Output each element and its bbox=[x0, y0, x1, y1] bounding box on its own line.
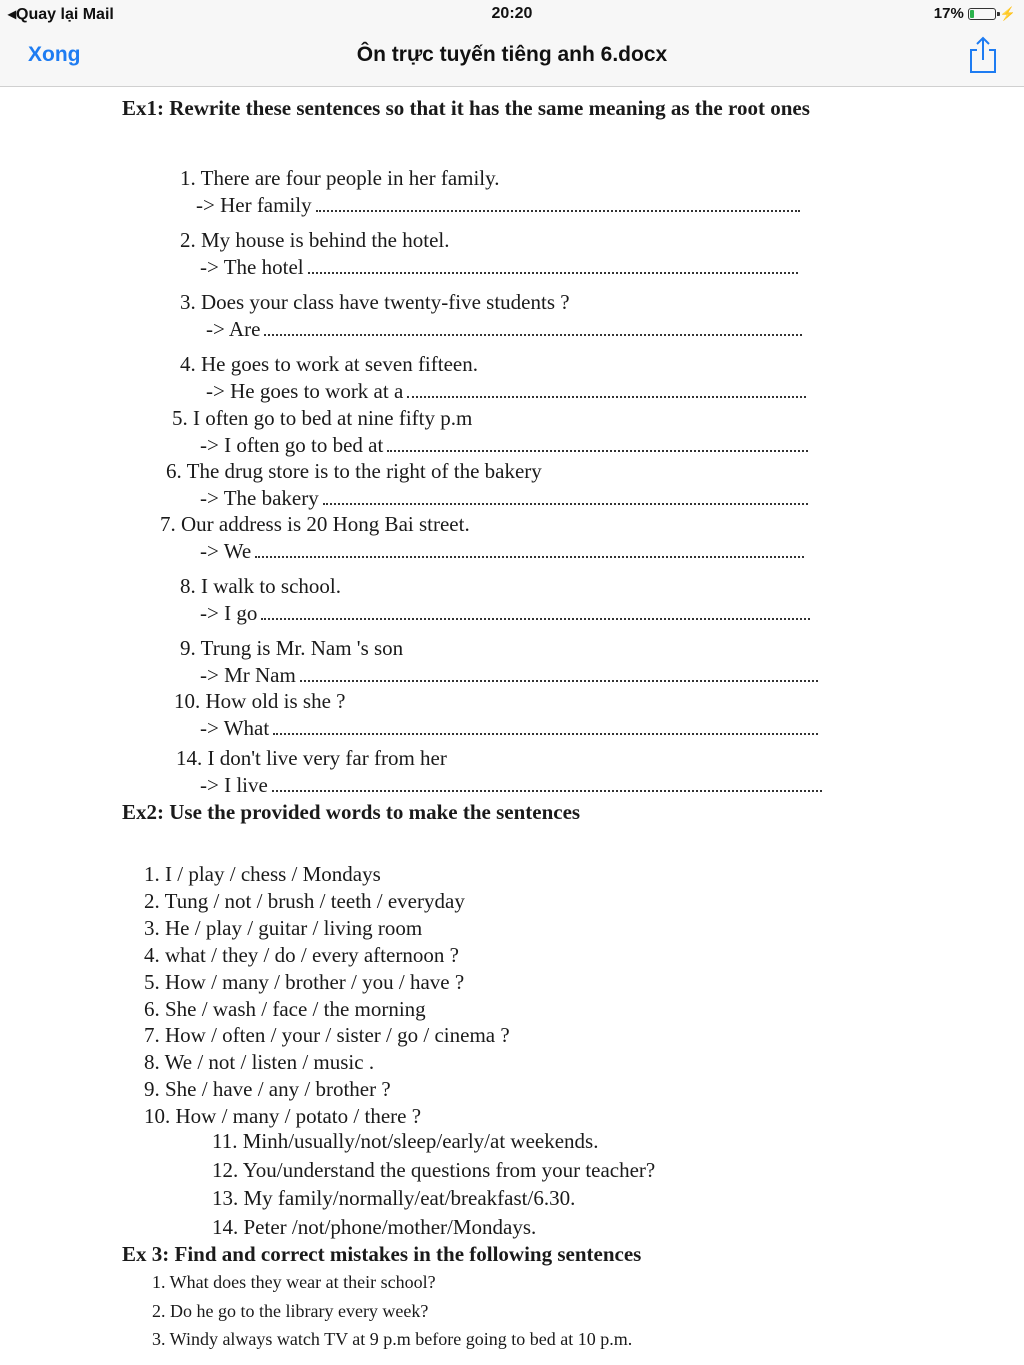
battery-indicator bbox=[934, 5, 1016, 22]
ex2-item-5: 5. How / many / brother / you / have ? bbox=[144, 969, 465, 994]
ex1-question-10: 10. How old is she ? bbox=[174, 689, 346, 713]
ex3-item-1: 1. What does they wear at their school? bbox=[152, 1272, 436, 1292]
answer-blank[interactable] bbox=[261, 602, 810, 620]
ex1-question-7: 7. Our address is 20 Hong Bai street. bbox=[160, 512, 470, 536]
status-bar bbox=[0, 0, 1024, 28]
answer-blank[interactable] bbox=[300, 664, 818, 682]
back-label: Quay lại Mail bbox=[16, 6, 114, 23]
done-button[interactable]: Xong bbox=[28, 43, 81, 66]
ex1-question-3: 3. Does your class have twenty-five students ? bbox=[180, 290, 570, 314]
ex2-item-2: 2. Tung / not / brush / teeth / everyday bbox=[144, 888, 465, 913]
ex1-question-9: 9. Trung is Mr. Nam 's son bbox=[180, 636, 404, 660]
ex1-answer-line-1[interactable] bbox=[196, 193, 800, 218]
ex3-item-2: 2. Do he go to the library every week? bbox=[152, 1300, 429, 1321]
answer-blank[interactable] bbox=[273, 717, 818, 735]
nav-bar bbox=[0, 28, 1024, 87]
answer-blank[interactable] bbox=[407, 380, 806, 398]
ex1-question-5: 5. I often go to bed at nine fifty p.m bbox=[172, 406, 473, 430]
ex1-answer-line-6[interactable] bbox=[200, 486, 808, 511]
ex1-answer-line-10[interactable] bbox=[200, 716, 818, 741]
share-icon[interactable] bbox=[968, 36, 998, 74]
ex1-answer-line-3[interactable] bbox=[206, 317, 802, 342]
ex1-answer-prompt: -> We bbox=[200, 539, 252, 563]
ex1-answer-prompt: -> I often go to bed at bbox=[200, 433, 384, 457]
ex3-item-3: 3. Windy always watch TV at 9 p.m before going to bed at 10 p.m. bbox=[152, 1329, 633, 1349]
chevron-left-icon: ◂ bbox=[8, 6, 17, 23]
ex1-answer-prompt: -> He goes to work at a bbox=[206, 379, 404, 403]
ex2-item-4: 4. what / they / do / every afternoon ? bbox=[144, 942, 459, 967]
ex2-item-8: 8. We / not / listen / music . bbox=[144, 1050, 375, 1075]
charging-bolt-icon: ⚡ bbox=[999, 5, 1016, 21]
ex1-answer-line-11[interactable] bbox=[200, 773, 822, 798]
answer-blank[interactable] bbox=[323, 487, 808, 505]
ex1-answer-prompt: -> Mr Nam bbox=[200, 663, 296, 687]
ex1-answer-line-8[interactable] bbox=[200, 601, 810, 626]
ex1-answer-prompt: -> The hotel bbox=[200, 255, 304, 279]
ex1-question-6: 6. The drug store is to the right of the bakery bbox=[166, 459, 542, 483]
ex2-item-13: 13. My family/normally/eat/breakfast/6.30. bbox=[212, 1186, 576, 1210]
ex1-answer-line-7[interactable] bbox=[200, 539, 804, 564]
ex2-item-3: 3. He / play / guitar / living room bbox=[144, 915, 423, 940]
ex2-item-9: 9. She / have / any / brother ? bbox=[144, 1077, 391, 1102]
ex1-answer-line-9[interactable] bbox=[200, 663, 818, 688]
clock: 20:20 bbox=[491, 5, 533, 22]
ex1-answer-line-5[interactable] bbox=[200, 433, 808, 458]
ex1-question-4: 4. He goes to work at seven fifteen. bbox=[180, 352, 478, 376]
answer-blank[interactable] bbox=[308, 256, 798, 274]
answer-blank[interactable] bbox=[387, 434, 808, 452]
ex1-answer-prompt: -> What bbox=[200, 716, 270, 740]
document-page bbox=[0, 86, 1024, 1365]
document-title: Ôn trực tuyến tiêng anh 6.docx bbox=[356, 43, 668, 66]
ex1-question-1: 1. There are four people in her family. bbox=[180, 166, 500, 190]
ex1-question-8: 8. I walk to school. bbox=[180, 574, 341, 598]
ex2-item-1: 1. I / play / chess / Mondays bbox=[144, 862, 381, 886]
ex1-answer-prompt: -> I live bbox=[200, 773, 268, 797]
ex1-answer-prompt: -> I go bbox=[200, 601, 258, 625]
battery-icon bbox=[968, 8, 996, 20]
answer-blank[interactable] bbox=[316, 194, 800, 212]
battery-percent: 17% bbox=[933, 5, 964, 22]
ex2-item-11: 11. Minh/usually/not/sleep/early/at weekends. bbox=[212, 1129, 599, 1153]
ex1-answer-prompt: -> Are bbox=[206, 317, 261, 341]
ex1-question-2: 2. My house is behind the hotel. bbox=[180, 228, 450, 252]
ex1-answer-prompt: -> Her family bbox=[196, 193, 312, 217]
answer-blank[interactable] bbox=[255, 540, 804, 558]
ex2-item-12: 12. You/understand the questions from your teacher? bbox=[212, 1157, 656, 1182]
ex1-heading: Ex1: Rewrite these sentences so that it has the same meaning as the root ones bbox=[122, 96, 810, 120]
ex1-answer-line-4[interactable] bbox=[206, 379, 806, 404]
answer-blank[interactable] bbox=[264, 318, 802, 336]
ex1-question-11: 14. I don't live very far from her bbox=[176, 746, 447, 770]
ex2-item-14: 14. Peter /not/phone/mother/Mondays. bbox=[212, 1214, 537, 1239]
ex2-item-6: 6. She / wash / face / the morning bbox=[144, 996, 426, 1021]
ex2-heading: Ex2: Use the provided words to make the sentences bbox=[122, 800, 581, 824]
ex2-item-10: 10. How / many / potato / there ? bbox=[144, 1104, 422, 1129]
back-to-mail-link[interactable] bbox=[8, 4, 114, 24]
ex1-answer-prompt: -> The bakery bbox=[200, 486, 319, 510]
ex3-heading: Ex 3: Find and correct mistakes in the following sentences bbox=[122, 1242, 642, 1266]
ex2-item-7: 7. How / often / your / sister / go / cinema ? bbox=[144, 1023, 510, 1048]
ex1-answer-line-2[interactable] bbox=[200, 255, 798, 280]
answer-blank[interactable] bbox=[272, 774, 822, 792]
